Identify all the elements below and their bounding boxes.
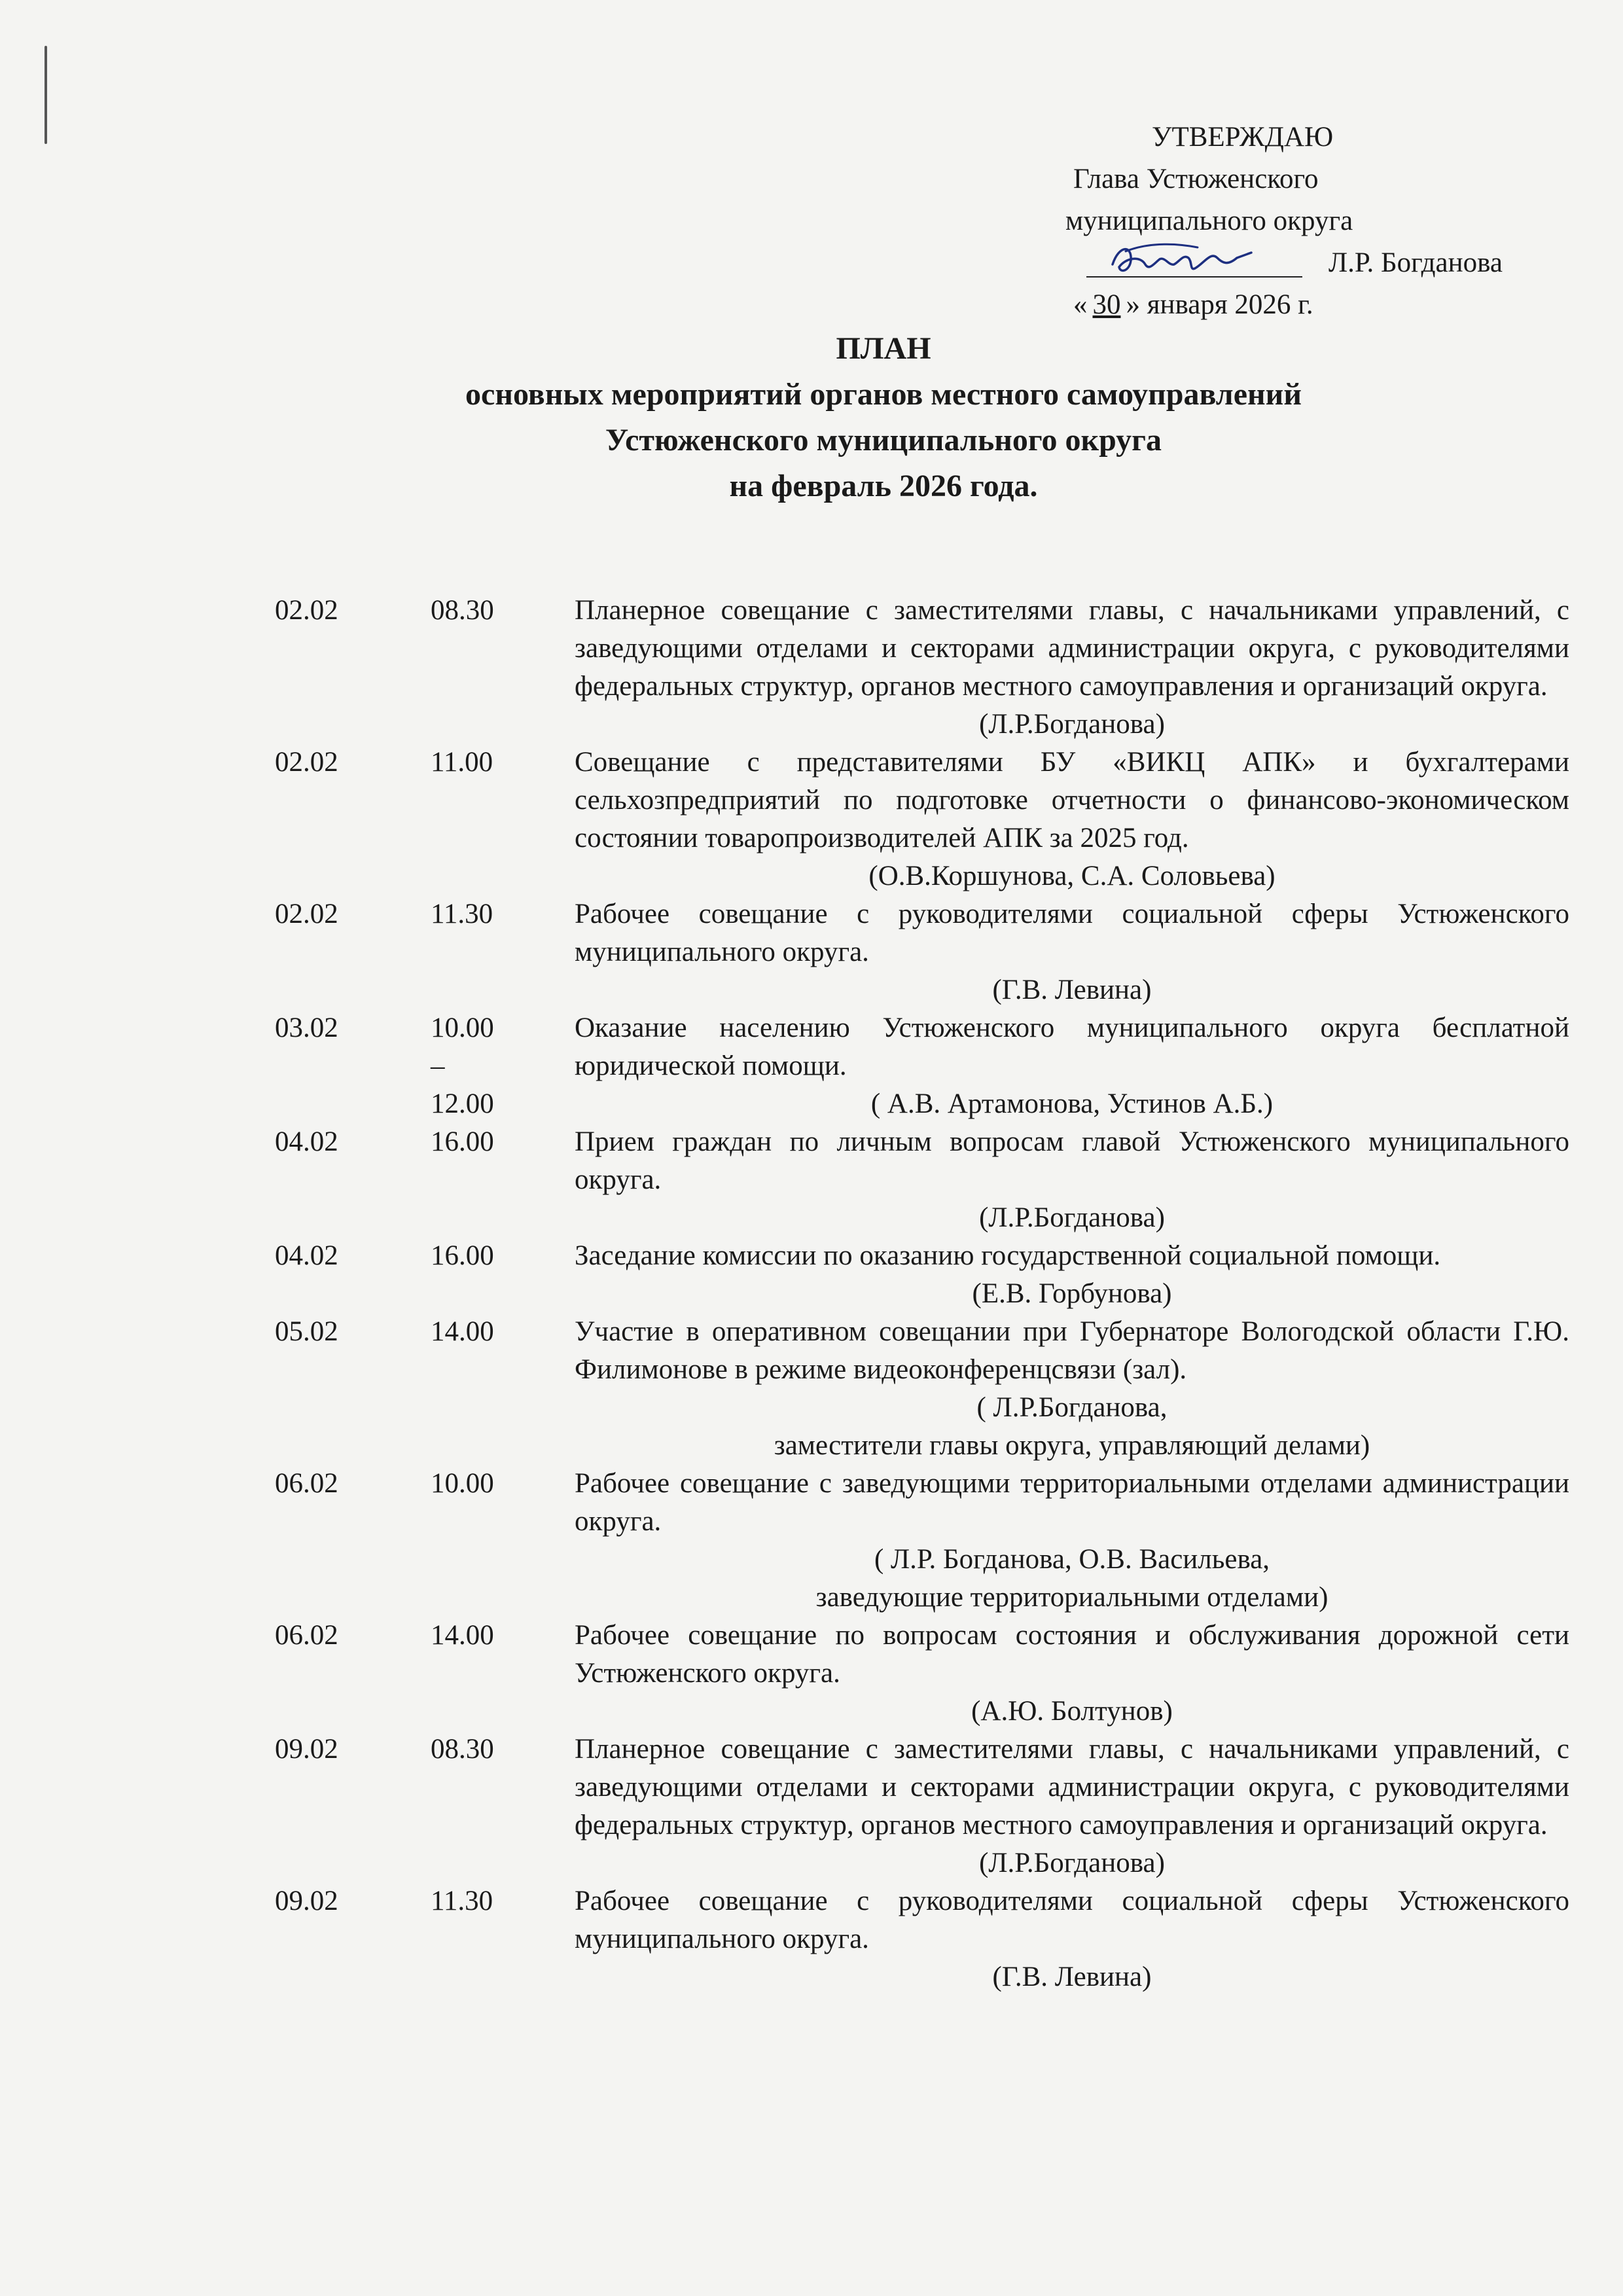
handwritten-signature (1106, 238, 1257, 284)
event-row (0, 1465, 1623, 1617)
date-open: « (1073, 289, 1088, 320)
approval-position-1: Глава Устюженского (1073, 164, 1319, 194)
event-time (431, 592, 529, 630)
scan-edge-mark (45, 46, 47, 144)
event-responsible: (А.Ю. Болтунов) (971, 1696, 1173, 1727)
event-time-start: 08.30 (431, 595, 494, 626)
event-responsible: (Е.В. Горбунова) (972, 1278, 1172, 1309)
event-row (0, 1237, 1623, 1313)
event-responsible: (Г.В. Левина) (992, 975, 1152, 1005)
event-time (431, 1465, 529, 1503)
event-responsible: ( Л.Р.Богданова, (976, 1392, 1168, 1423)
event-description: Рабочее совещание с руководителями социальной сферы Устюженского муниципального округа. (575, 1886, 1569, 1954)
document-title (327, 326, 1440, 509)
event-time (431, 895, 529, 933)
title-line-2: основных мероприятий органов местного самоуправлений (465, 377, 1302, 412)
event-date: 02.02 (275, 899, 338, 929)
event-responsible: (Г.В. Левина) (992, 1962, 1152, 1992)
event-time (431, 1731, 529, 1768)
approval-heading: УТВЕРЖДАЮ (1152, 122, 1334, 152)
event-row (0, 1882, 1623, 1996)
event-row (0, 1617, 1623, 1731)
title-line-1: ПЛАН (836, 331, 931, 366)
approval-position-2: муниципального округа (1065, 206, 1353, 236)
event-date: 09.02 (275, 1886, 338, 1916)
event-date: 02.02 (275, 595, 338, 626)
event-time (431, 1009, 529, 1123)
event-description: Рабочее совещание с заведующими территориальными отделами администрации округа. (575, 1468, 1569, 1537)
signer-name: Л.Р. Богданова (1329, 247, 1503, 278)
event-row (0, 1123, 1623, 1237)
title-line-3: Устюженского муниципального округа (605, 423, 1162, 457)
date-rest: » января 2026 г. (1126, 289, 1313, 320)
event-time-start: 16.00 (431, 1240, 494, 1271)
event-responsible: ( Л.Р. Богданова, О.В. Васильева, (874, 1544, 1270, 1575)
title-line-4: на февраль 2026 года. (729, 469, 1038, 503)
event-time-start: 16.00 (431, 1126, 494, 1157)
event-row (0, 1009, 1623, 1123)
event-date: 06.02 (275, 1468, 338, 1499)
event-description: Участие в оперативном совещании при Губернаторе Вологодской области Г.Ю. Филимонове в режиме видеоконференцсвязи (зал). (575, 1316, 1569, 1385)
event-time-start: 11.00 (431, 747, 493, 778)
event-responsible: ( А.В. Артамонова, Устинов А.Б.) (870, 1088, 1274, 1119)
event-description: Оказание населению Устюженского муниципального округа бесплатной юридической помощи. (575, 1013, 1569, 1081)
event-time-start: 10.00 (431, 1013, 494, 1043)
event-responsible: заведующие территориальными отделами) (815, 1582, 1329, 1613)
event-responsible: (Л.Р.Богданова) (979, 709, 1165, 740)
approval-block (1047, 117, 1571, 326)
event-responsible: (О.В.Коршунова, С.А. Соловьева) (868, 861, 1275, 891)
date-day: 30 (1092, 289, 1121, 320)
event-responsible: (Л.Р.Богданова) (979, 1848, 1165, 1878)
event-row (0, 1313, 1623, 1465)
event-description: Заседание комиссии по оказанию государственной социальной помощи. (575, 1240, 1441, 1271)
event-time-start: 11.30 (431, 899, 493, 929)
event-time (431, 1237, 529, 1275)
event-time (431, 1313, 529, 1351)
event-description: Рабочее совещание с руководителями социальной сферы Устюженского муниципального округа. (575, 899, 1569, 967)
event-time-start: 08.30 (431, 1734, 494, 1765)
event-date: 05.02 (275, 1316, 338, 1347)
event-responsible: (Л.Р.Богданова) (979, 1202, 1165, 1233)
event-description: Рабочее совещание по вопросам состояния и обслуживания дорожной сети Устюженского округа. (575, 1620, 1569, 1689)
event-description: Совещание с представителями БУ «ВИКЦ АПК» и бухгалтерами сельхозпредприятий по подготовке отчетности о финансово-экономическом состоянии товаропроизводителей АПК за 2025 год. (575, 747, 1569, 853)
event-date: 06.02 (275, 1620, 338, 1651)
event-time-end: 12.00 (431, 1088, 494, 1119)
signature-row (1047, 242, 1571, 284)
event-date: 04.02 (275, 1126, 338, 1157)
event-time (431, 1123, 529, 1161)
event-date: 02.02 (275, 747, 338, 778)
event-time (431, 1882, 529, 1920)
event-date: 03.02 (275, 1013, 338, 1043)
event-time (431, 1617, 529, 1655)
event-row (0, 895, 1623, 1009)
event-time-start: 14.00 (431, 1316, 494, 1347)
event-time-start: 10.00 (431, 1468, 494, 1499)
event-time-start: 11.30 (431, 1886, 493, 1916)
event-row (0, 1731, 1623, 1882)
event-time-dash: – (431, 1050, 445, 1081)
event-description: Планерное совещание с заместителями главы, с начальниками управлений, с заведующими отделами и секторами администрации округа, с руководителями федеральных структур, органов местного самоуправления и организаций округа. (575, 595, 1569, 702)
event-description: Планерное совещание с заместителями главы, с начальниками управлений, с заведующими отделами и секторами администрации округа, с руководителями федеральных структур, органов местного самоуправления и организаций округа. (575, 1734, 1569, 1840)
event-time-start: 14.00 (431, 1620, 494, 1651)
events-list (0, 592, 1623, 1996)
approval-date (1047, 284, 1571, 326)
event-responsible: заместители главы округа, управляющий делами) (774, 1430, 1370, 1461)
event-time (431, 744, 529, 781)
event-description: Прием граждан по личным вопросам главой Устюженского муниципального округа. (575, 1126, 1569, 1195)
event-row (0, 592, 1623, 744)
event-date: 04.02 (275, 1240, 338, 1271)
event-date: 09.02 (275, 1734, 338, 1765)
event-row (0, 744, 1623, 895)
